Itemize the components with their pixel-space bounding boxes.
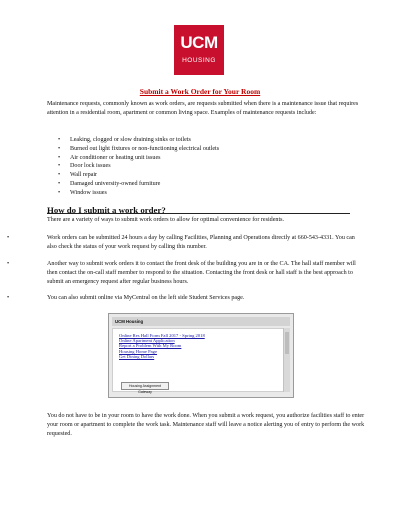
- screenshot-link[interactable]: Online Res Hall Form Fall 2017 - Spring 2018: [119, 333, 205, 338]
- issue-item: • Leaking, clogged or slow draining sinks or toilets: [58, 136, 219, 145]
- closing-paragraph: You do not have to be in your room to have the work done. When you submit a work request, you authorize facilities staff to enter your room or apartment to complete the work task. Maintenance staff will leave a notice alerting you of entry to perform the work requested.: [47, 413, 365, 437]
- bullet-paragraph-front-desk: [7, 260, 365, 286]
- issue-item: • Window issues: [58, 189, 219, 198]
- scrollbar-thumb[interactable]: [285, 332, 289, 354]
- bullet-dot: •: [7, 295, 10, 301]
- mycentral-screenshot: [108, 313, 294, 398]
- screenshot-panel: [112, 328, 284, 392]
- housing-gateway-button[interactable]: Housing Assignment Gateway: [121, 382, 169, 390]
- bullet-paragraph-online: [7, 294, 365, 303]
- section-heading: How do I submit a work order?: [47, 205, 166, 215]
- screenshot-scrollbar[interactable]: [283, 328, 290, 392]
- issue-item: • Burned out light fixtures or non-functioning electrical outlets: [58, 145, 219, 154]
- issue-item: • Wall repair: [58, 171, 219, 180]
- bullet-text: You can also submit online via MyCentral on the left side Student Services page.: [47, 295, 245, 301]
- screenshot-header: UCM Housing: [112, 317, 290, 326]
- screenshot-link[interactable]: Report a Problem With My Room: [119, 343, 182, 349]
- logo-text-ucm: UCM: [180, 33, 218, 52]
- bullet-paragraph-phone: [7, 234, 365, 252]
- ucm-housing-logo: [174, 25, 224, 75]
- issue-list: [58, 136, 219, 198]
- bullet-dot: •: [7, 235, 10, 241]
- section-subtitle: There are a variety of ways to submit work orders to allow for optimal convenience for residents.: [47, 217, 285, 223]
- screenshot-link-list: [119, 333, 205, 359]
- issue-item: • Damaged university-owned furniture: [58, 180, 219, 189]
- screenshot-link[interactable]: Online Apartment Application: [119, 338, 175, 344]
- bullet-text: Another way to submit work orders it to contact the front desk of the building you are in or the CA. The hall staff member will then contact the on-call staff member to respond to the situation. Contacting the front desk or hall staff is the best approach to submit an emergency request after regular business hours.: [47, 261, 356, 285]
- issue-item: • Door lock issues: [58, 162, 219, 171]
- issue-item: • Air conditioner or heating unit issues: [58, 154, 219, 163]
- heading-underline: [47, 213, 350, 214]
- intro-paragraph: Maintenance requests, commonly known as work orders, are requests submitted when there is a maintenance issue that requires attention in a residential room, apartment or common living space. Examples of maintenance requests include:: [47, 101, 359, 116]
- screenshot-link[interactable]: Housing Home Page: [119, 348, 158, 354]
- page-title: Submit a Work Order for Your Room: [139, 87, 261, 96]
- logo-text-housing: HOUSING: [182, 57, 216, 64]
- bullet-dot: •: [7, 261, 10, 267]
- bullet-text: Work orders can be submitted 24 hours a day by calling Facilities, Planning and Operations directly at 660-543-4331. You can also check the status of your work request by calling this number.: [47, 235, 355, 250]
- screenshot-link[interactable]: Get Dining Dollars: [119, 353, 155, 359]
